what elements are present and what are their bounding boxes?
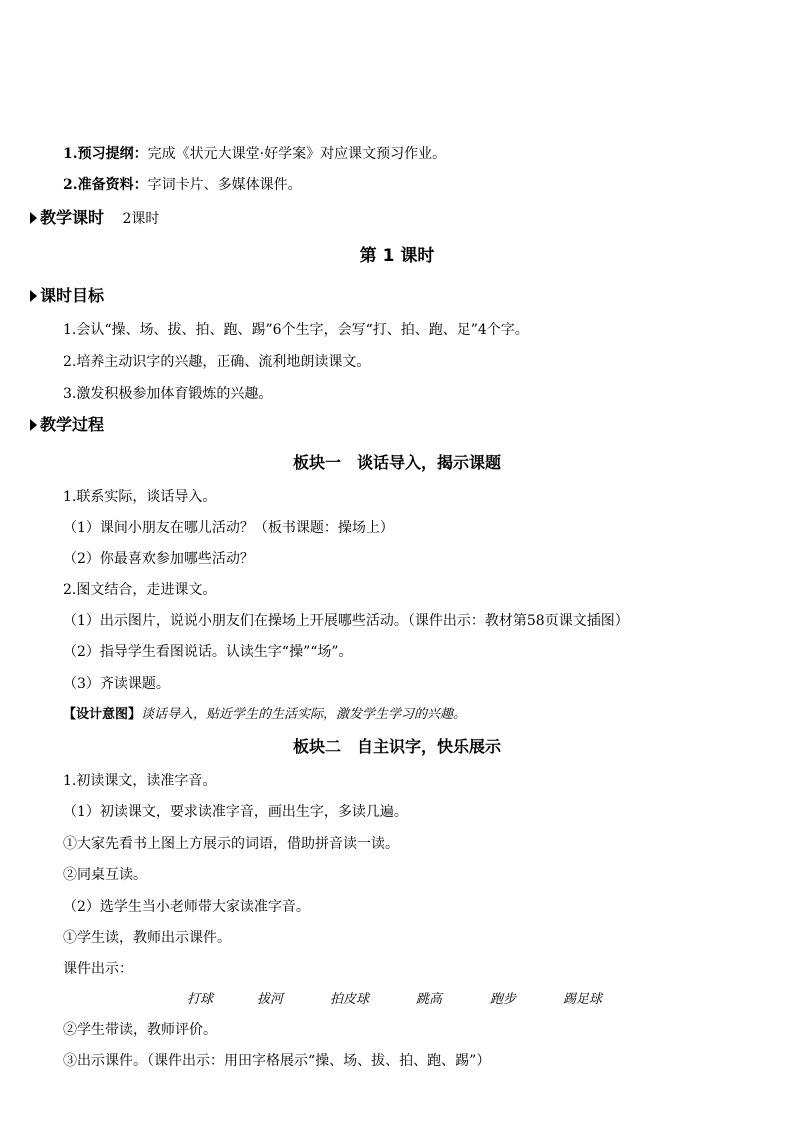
prep-item-1-label: 1.预习提纲：	[63, 146, 148, 162]
block2-line: ①学生读，教师出示课件。	[63, 930, 231, 946]
prep-item-1	[63, 144, 446, 164]
teaching-hours-row	[30, 208, 159, 229]
block2-line: 课件出示：	[63, 961, 133, 977]
block2-after-line: ②学生带读，教师评价。	[63, 1022, 217, 1038]
objective-item: 3.激发积极参加体育锻炼的兴趣。	[63, 386, 273, 402]
objectives-title: 课时目标	[40, 286, 105, 305]
objective-item: 2.培养主动识字的兴趣，正确、流利地朗读课文。	[63, 354, 371, 370]
objectives-heading	[30, 286, 104, 307]
word-item: 踢足球	[563, 992, 603, 1007]
design-intent-label: 【设计意图】	[63, 707, 142, 722]
block2-title: 板块二 自主识字，快乐展示	[292, 737, 501, 756]
block2-after-line: ③出示课件。（课件出示：用田字格展示“操、场、拔、拍、跑、踢”）	[63, 1053, 491, 1069]
block1-line: 2.图文结合，走进课文。	[63, 582, 217, 598]
design-intent	[63, 705, 466, 725]
word-item: 跳高	[416, 992, 443, 1007]
teaching-hours-title: 教学课时	[40, 208, 105, 227]
lesson-title: 第 1 课时	[359, 246, 435, 266]
word-item: 拔河	[257, 992, 284, 1007]
prep-item-2	[63, 175, 302, 195]
word-item: 跑步	[490, 992, 517, 1007]
block2-line: ①大家先看书上图上方展示的词语，借助拼音读一读。	[63, 836, 399, 852]
design-intent-text: 谈话导入，贴近学生的生活实际，激发学生学习的兴趣。	[141, 707, 467, 722]
block2-line: （2）选学生当小老师带大家读准字音。	[63, 899, 310, 915]
process-title: 教学过程	[40, 415, 105, 434]
block1-line: （3）齐读课题。	[63, 676, 170, 692]
block2-line: ②同桌互读。	[63, 867, 147, 883]
objective-item: 1.会认“操、场、拔、拍、跑、踢”6个生字，会写“打、拍、跑、足”4个字。	[63, 322, 529, 338]
word-item: 拍皮球	[330, 992, 370, 1007]
block1-line: 1.联系实际，谈话导入。	[63, 489, 217, 505]
block1-title: 板块一 谈话导入，揭示课题	[292, 453, 501, 472]
block1-line: （2）指导学生看图说话。认读生字“操”“场”。	[63, 644, 353, 660]
prep-item-2-label: 2.准备资料：	[63, 177, 148, 193]
block1-line: （2）你最喜欢参加哪些活动？	[63, 551, 254, 567]
process-heading	[30, 415, 104, 436]
triangle-bullet-icon	[30, 290, 37, 302]
block1-line: （1）出示图片，说说小朋友们在操场上开展哪些活动。（课件出示：教材第58页课文插图）	[63, 613, 629, 629]
word-item: 打球	[187, 992, 214, 1007]
triangle-bullet-icon	[30, 419, 37, 431]
prep-item-1-text: 完成《状元大课堂·好学案》对应课文预习作业。	[147, 146, 447, 162]
triangle-bullet-icon	[30, 212, 37, 224]
prep-item-2-text: 字词卡片、多媒体课件。	[147, 177, 302, 193]
teaching-hours-value: 2课时	[122, 211, 160, 227]
block2-line: （1）初读课文，要求读准字音，画出生字，多读几遍。	[63, 804, 408, 820]
block1-line: （1）课间小朋友在哪儿活动？（板书课题：操场上）	[63, 520, 394, 536]
block2-line: 1.初读课文，读准字音。	[63, 773, 217, 789]
